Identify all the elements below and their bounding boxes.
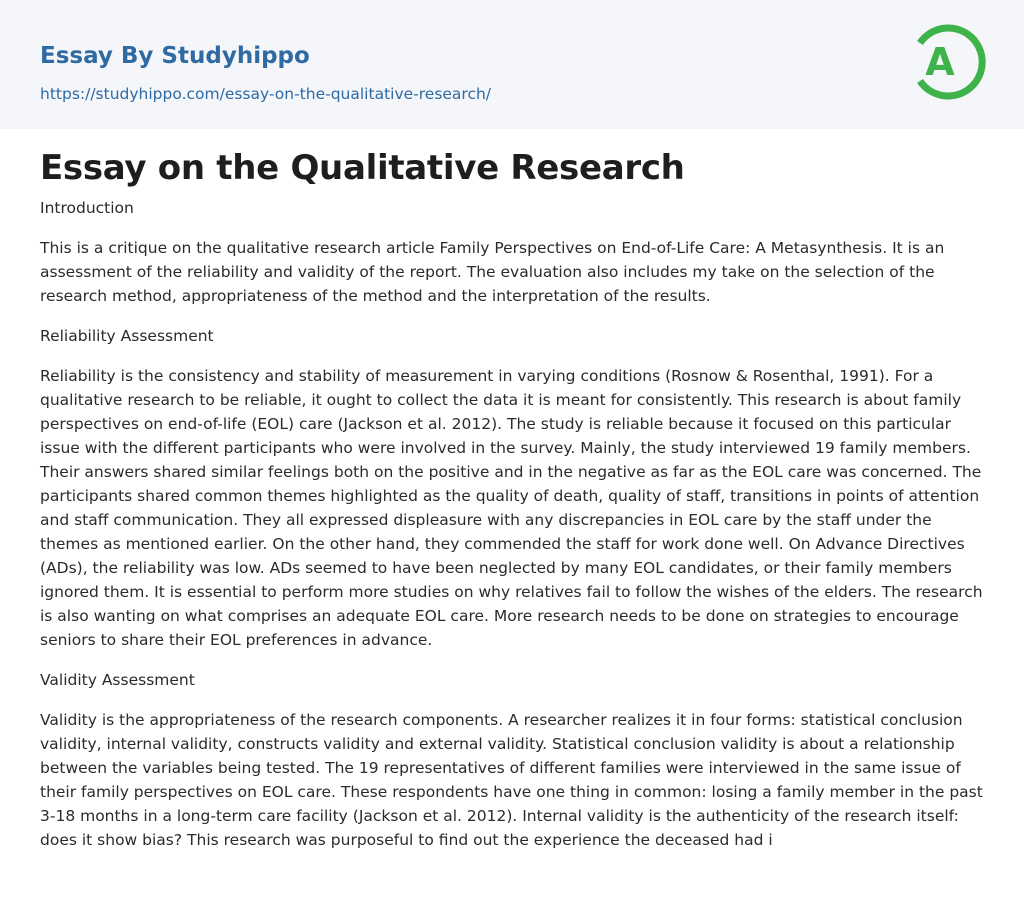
- section-heading-introduction: Introduction: [40, 199, 134, 217]
- paragraph-introduction: This is a critique on the qualitative research article Family Perspectives on End-of-Life Care: A Metasynthesis. It is an assessment of the reliability and validity of the report. The evaluation also includes my take on the selection of the research method, appropriateness of the method and the interpretation of the results.: [40, 239, 945, 305]
- studyhippo-logo-icon[interactable]: [912, 19, 988, 105]
- site-brand[interactable]: Essay By Studyhippo: [40, 43, 310, 69]
- section-heading-reliability: Reliability Assessment: [40, 327, 214, 345]
- page-title: Essay on the Qualitative Research: [40, 148, 685, 188]
- site-header: [0, 0, 1024, 129]
- paragraph-validity: Validity is the appropriateness of the research components. A researcher realizes it in four forms: statistical conclusion validity, internal validity, constructs validity and external validity. Statistical conclusion validity is about a relationship between the variables being tested. The 19 representatives of different families were interviewed in the same issue of their family perspectives on EOL care. These respondents have one thing in common: losing a family member in the past 3-18 months in a long-term care facility (Jackson et al. 2012). Internal validity is the authenticity of the research itself: does it show bias? This research was purposeful to find out the experience the deceased had i: [40, 711, 983, 849]
- article: [40, 140, 985, 868]
- section-heading-validity: Validity Assessment: [40, 671, 195, 689]
- essay-url-link[interactable]: https://studyhippo.com/essay-on-the-qualitative-research/: [40, 85, 492, 103]
- paragraph-reliability: Reliability is the consistency and stability of measurement in varying conditions (Rosnow & Rosenthal, 1991). For a qualitative research to be reliable, it ought to collect the data it is meant for consistently. This research is about family perspectives on end-of-life (EOL) care (Jackson et al. 2012). The study is reliable because it focused on this particular issue with the different participants who were involved in the survey. Mainly, the study interviewed 19 family members. Their answers shared similar feelings both on the positive and in the negative as far as the EOL care was concerned. The participants shared common themes highlighted as the quality of death, quality of staff, transitions in points of attention and staff communication. They all expressed displeasure with any discrepancies in EOL care by the staff under the themes as mentioned earlier. On the other hand, they commended the staff for work done well. On Advance Directives (ADs), the reliability was low. ADs seemed to have been neglected by many EOL candidates, or their family members ignored them. It is essential to perform more studies on why relatives fail to follow the wishes of the elders. The research is also wanting on what comprises an adequate EOL care. More research needs to be done on strategies to encourage seniors to share their EOL preferences in advance.: [40, 367, 983, 649]
- logo-letter: A: [925, 40, 955, 84]
